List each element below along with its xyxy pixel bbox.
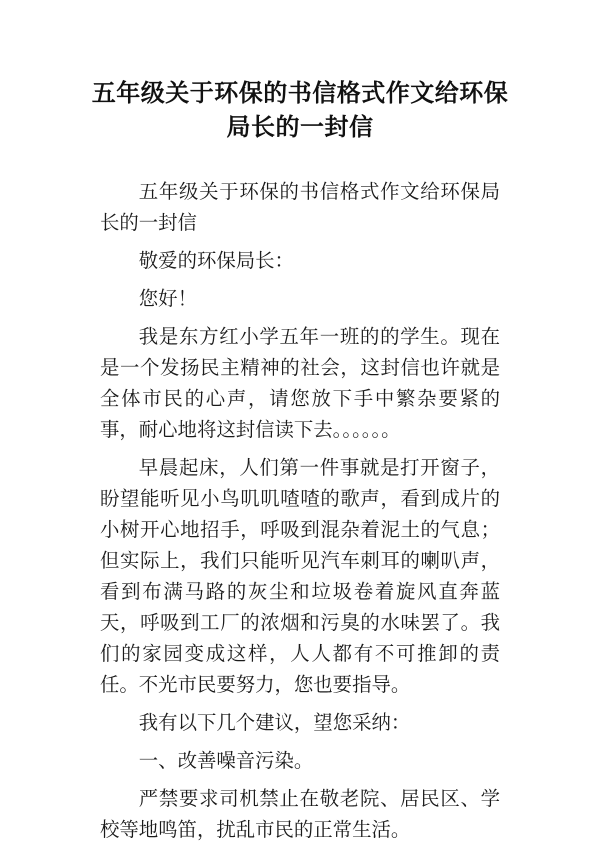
paragraph-description: 早晨起床，人们第一件事就是打开窗子，盼望能听见小鸟叽叽喳喳的歌声，看到成片的小树开心地招手，呼吸到混杂着泥土的气息；但实际上，我们只能听见汽车刺耳的喇叭声，看到布满马路的灰尘和垃圾卷着旋风直奔蓝天，呼吸到工厂的浓烟和污臭的水味罢了。我们的家园变成这样，人人都有不可推卸的责任。不光市民要努力，您也要指导。: [100, 456, 500, 696]
paragraph-greeting: 您好！: [138, 287, 197, 310]
paragraph-subtitle: 五年级关于环保的书信格式作文给环保局长的一封信: [100, 180, 500, 234]
paragraph-introduction: 我是东方红小学五年一班的的学生。现在是一个发扬民主精神的社会，这封信也许就是全体市民的心声，请您放下手中繁杂要紧的事，耐心地将这封信读下去。。。。。。: [100, 325, 500, 441]
document-body: [100, 176, 500, 852]
paragraph-suggestion-detail: 严禁要求司机禁止在敬老院、居民区、学校等地鸣笛，扰乱市民的正常生活。: [100, 787, 500, 841]
document-title: 五年级关于环保的书信格式作文给环保局长的一封信: [91, 79, 509, 141]
paragraph-suggestion-heading: 一、改善噪音污染。: [138, 749, 314, 772]
paragraph-salutation: 敬爱的环保局长：: [138, 249, 294, 272]
paragraph-suggestion-intro: 我有以下几个建议，望您采纳：: [138, 711, 411, 734]
